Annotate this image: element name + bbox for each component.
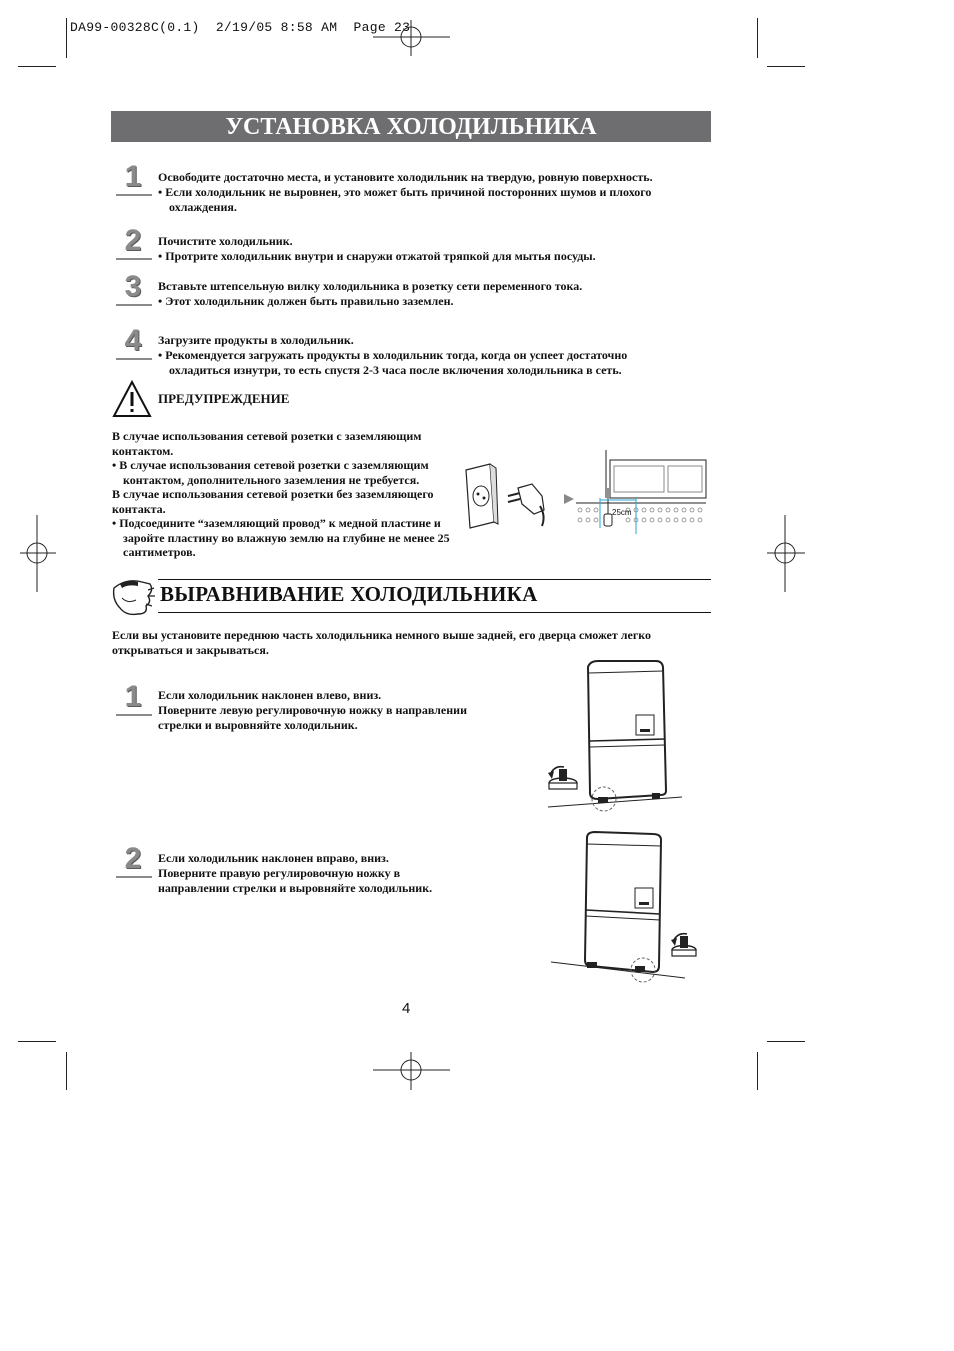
adjust-foot-icon	[671, 934, 696, 956]
arrow-right-icon	[564, 494, 574, 504]
step-2-text: Почистите холодильник. • Протрите холодильник внутри и снаружи отжатой тряпкой для мытья посуды.	[158, 234, 596, 263]
page-number: 4	[402, 1000, 411, 1017]
section-title-leveling: ВЫРАВНИВАНИЕ ХОЛОДИЛЬНИКА	[160, 582, 538, 606]
grounding-illustration	[460, 448, 710, 538]
section-divider-bottom	[158, 612, 711, 613]
print-header: DA99-00328C(0.1) 2/19/05 8:58 AM Page 23	[70, 20, 411, 35]
leveling-intro: Если вы установите переднюю часть холодильника немного выше задней, его дверца сможет легко открываться и закрываться.	[112, 628, 652, 657]
plug-icon	[508, 484, 544, 526]
step-4-text: Загрузите продукты в холодильник. • Рекомендуется загружать продукты в холодильник тогда, когда он успеет достаточно охладиться изнутри, то есть спустя 2-3 часа после включения холодильника в сеть.	[158, 333, 628, 377]
section-title-installation: УСТАНОВКА ХОЛОДИЛЬНИКА	[111, 111, 711, 142]
ground-plate-diagram	[576, 450, 706, 534]
warning-title: ПРЕДУПРЕЖДЕНИЕ	[158, 391, 290, 406]
step-number-4: 4	[116, 330, 154, 360]
leveling-step-2-text: Если холодильник наклонен вправо, вниз. Поверните правую регулировочную ножку в направлении стрелки и выровняйте холодильник.	[158, 851, 433, 895]
step-3-text: Вставьте штепсельную вилку холодильника в розетку сети переменного тока. • Этот холодильник должен быть правильно заземлен.	[158, 279, 583, 308]
adjust-foot-icon	[548, 767, 577, 789]
leveling-step-number-2: 2	[116, 848, 154, 878]
wall-socket-icon	[466, 464, 498, 528]
leveling-step-1-text: Если холодильник наклонен влево, вниз. Поверните левую регулировочную ножку в направлении стрелки и выровняйте холодильник.	[158, 688, 467, 732]
depth-label: 25cm	[612, 508, 632, 517]
hand-icon	[108, 574, 158, 620]
warning-triangle-icon	[112, 380, 152, 418]
fridge-tilt-right-illustration	[545, 826, 705, 986]
fridge-tilt-left-illustration	[540, 655, 690, 815]
section-divider-top	[158, 579, 711, 580]
step-number-1: 1	[116, 166, 154, 196]
step-1-text: Освободите достаточно места, и установите холодильник на твердую, ровную поверхность. • Если холодильник не выровнен, это может быть причиной посторонних шумов и плохого охлаждения.	[158, 170, 653, 214]
warning-text: В случае использования сетевой розетки с заземляющим контактом. • В случае использования сетевой розетки с заземляющим контактом, дополнительного заземления не требуется. В случае использования сетевой розетки без заземляющего контакта. • Подсоедините “заземляющий провод” к медной пластине и заройте пластину во влажную землю на глубине не менее 25 сантиметров.	[112, 429, 450, 559]
leveling-step-number-1: 1	[116, 686, 154, 716]
step-number-2: 2	[116, 230, 154, 260]
step-number-3: 3	[116, 276, 154, 306]
